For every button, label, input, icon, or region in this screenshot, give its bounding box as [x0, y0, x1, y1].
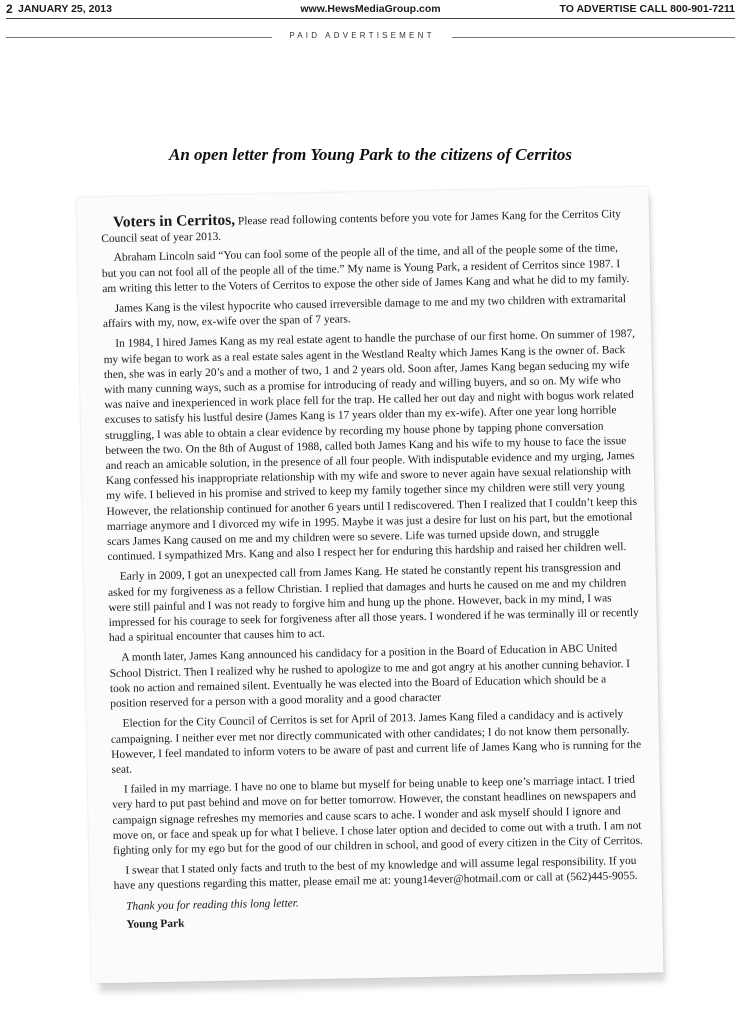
letter-sheet — [77, 187, 664, 984]
letter-closing: Thank you for reading this long letter. — [126, 896, 299, 913]
letter-paragraph: I failed in my marriage. I have no one to blame but myself for being unable to keep one’s marriage intact. I tried very hard to put past behind and move on for better tomorrow. However, the constant headlines on newspapers and campaign signage refreshes my memories and cause scars to ache. I wonder and ask myself should I ignore and move on, or face and speak up for what I believe. I chose later option and decided to come out with a truth. I am not fighting only for my ego but for the good of our children in school, and good of every citizen in the City of Cerritos. — [112, 774, 643, 857]
letter-paragraph: James Kang is the vilest hypocrite who caused irreversible damage to me and my two children with extramarital affairs with my, now, ex-wife over the span of 7 years. — [102, 293, 627, 331]
letter-paragraph: Early in 2009, I got an unexpected call from James Kang. He stated he constantly repent his transgression and asked for my forgiveness as a fellow Christian. I replied that damages and hurts he caused on me and my children were still painful and I was not ready to forgive him and hung up the phone. However, back in my mind, I was impressed for his courage to seek for forgiveness after all those years. I wondered if he was terminally ill or recently had a spiritual encounter that causes him to act. — [107, 561, 639, 645]
letter-paragraph: Abraham Lincoln said “You can fool some of the people all of the time, and all of the people some of the time, but you can not fool all of the people all of the time.” My name is Young Park, a resident of Cerritos since 1987. I am writing this letter to the Voters of Cerritos to expose the other side of James Kang and what he did to my family. — [101, 242, 630, 295]
letter-greeting: Voters in Cerritos, — [112, 211, 236, 231]
page-number: 2 — [6, 2, 13, 16]
issue-date: JANUARY 25, 2013 — [18, 3, 112, 15]
advertise-phone: TO ADVERTISE CALL 800-901-7211 — [559, 3, 735, 15]
headline: An open letter from Young Park to the citizens of Cerritos — [168, 145, 572, 164]
letter-intro — [101, 205, 634, 248]
header-rule — [6, 18, 735, 19]
page-header — [6, 2, 735, 18]
letter-paragraph: In 1984, I hired James Kang as my real estate agent to handle the purchase of our first home. On summer of 1987, my wife began to work as a real estate sales agent in the Westland Realty which James Kang is the owner of. Back then, she was in early 20’s and a mother of two, 1 and 2 years old. Soon after, James Kang began seducing my wife with many cunning ways, such as a promise for introducing of ready and willing buyers, and so on. My wife who was naive and inexperienced in work place fell for the trap. He called her out day and night with bogus work related excuses to satisfy his lustful desire (James Kang is 17 years older than my ex-wife). After one year long horrible struggling, I was able to obtain a clear evidence by recording my house phone by tapping phone conversation between the two. On the 8th of August of 1988, called both James Kang and his wife to my house to face the issue and reach an amicable solution, in the presence of all four people. With indisputable evidence and my urging, James Kang confessed his inappropriate relationship with my wife and swore to never again have sexual relationship with my wife. I believed in his promise and strived to keep my family together since my children were still very young However, the relationship continued for another 6 years until I rediscovered. Then I realized that I couldn’t keep this marriage anymore and I divorced my wife in 1995. Maybe it was just a desire for lust on his part, but the emotional scars James Kang caused on me and my children were so severe. Life was turned upside down, and struggle continued. I sympathized Mrs. Kang and also I respect her for enduring this hardship and raised her children well. — [103, 328, 638, 564]
letter-intro-text: Please read following contents before you vote for James Kang for the Cerritos City Council seat of year 2013. — [101, 208, 622, 246]
website-link[interactable]: www.HewsMediaGroup.com — [300, 3, 441, 15]
divider-right — [452, 37, 735, 38]
letter-signature: Young Park — [126, 917, 185, 931]
divider-left — [6, 37, 272, 38]
letter-paragraph: A month later, James Kang announced his candidacy for a position in the Board of Education in ABC United School District. Then I realized why he rushed to apologize to me and got angry at his another cunning behavior. I took no action and remained silent. Eventually he was elected into the Board of Education which should be a position reserved for a person with a good morality and a good character — [109, 642, 631, 711]
letter-paragraph: Election for the City Council of Cerritos is set for April of 2013. James Kang filed a candidacy and is actively campaigning. I neither ever met nor directly communicated with other candidates; I do not know them personally. However, I feel mandated to inform voters to be aware of past and current life of James Kang who is running for the seat. — [110, 708, 642, 776]
letter-paragraph: I swear that I stated only facts and truth to the best of my knowledge and will assume legal responsibility. If you have any questions regarding this matter, please email me at: young14ever@hotmail.com or call at (562)445-9055. — [113, 855, 638, 893]
paid-advertisement-label: PAID ADVERTISEMENT — [289, 31, 435, 40]
